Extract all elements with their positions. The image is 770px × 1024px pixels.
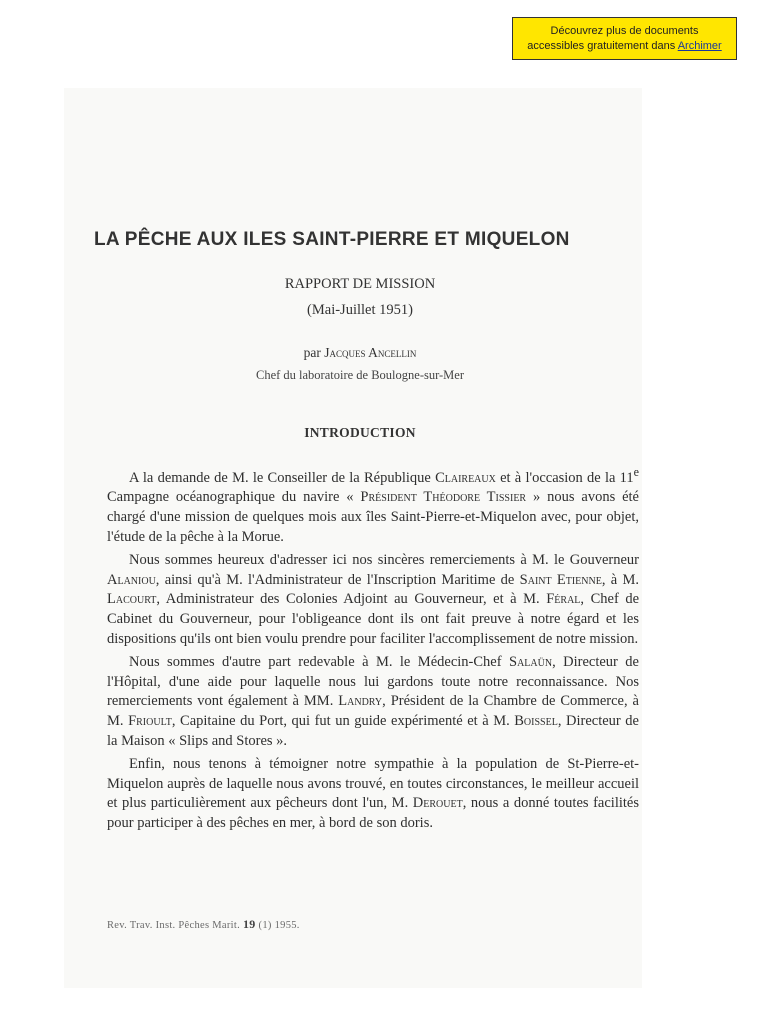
person-name: Lacourt bbox=[107, 591, 157, 608]
person-name: Claireaux bbox=[435, 469, 496, 486]
place-name: Saint Etienne bbox=[519, 571, 602, 588]
text-run: , ainsi qu'à M. l'Administrateur de l'Inscription Maritime de bbox=[155, 571, 520, 588]
text-run: , Administrateur des Colonies Adjoint au Gouverneur, et à M. bbox=[156, 591, 547, 608]
text-run: Nous sommes heureux d'adresser ici nos sincères remerciements à M. le Gouverneur bbox=[129, 552, 639, 569]
banner-line-2 bbox=[513, 39, 736, 54]
paragraph-1 bbox=[107, 463, 639, 547]
person-name: Landry bbox=[338, 693, 383, 710]
text-run: Enfin, nous tenons à témoigner notre sympathie à la population de St-Pierre-et-Miquelon auprès de laquelle nous avons trouvé, en toutes circonstances, le meilleur accueil et plus particulièrement aux pêcheurs dont l'un, M. bbox=[107, 756, 639, 812]
report-dates: (Mai-Juillet 1951) bbox=[307, 302, 413, 318]
archimer-banner bbox=[512, 17, 737, 60]
volume-number: 19 bbox=[242, 917, 256, 931]
journal-name: Rev. Trav. Inst. Pêches Marit. bbox=[107, 920, 241, 931]
ordinal-superscript: e bbox=[633, 465, 639, 479]
text-run: A la demande de M. le Conseiller de la République bbox=[129, 469, 436, 486]
text-run: , Directeur de l'Hôpital, d'une aide pour laquelle nous lui gardons toute notre reconnaissance. Nos remerciements vont également à MM. bbox=[107, 654, 639, 710]
text-run: , Capitaine du Port, qui fut un guide expérimenté et à M. bbox=[171, 712, 515, 729]
text-run: » nous avons été chargé d'une mission de quelques mois aux îles Saint-Pierre-et-Miquelon avec, pour objet, l'étude de la pêche à la Morue. bbox=[107, 489, 639, 545]
issue-year: (1) 1955. bbox=[258, 920, 300, 931]
person-name: Frioult bbox=[128, 712, 172, 729]
person-name: Derouet bbox=[412, 795, 463, 812]
person-name: Boissel bbox=[514, 712, 558, 729]
banner-prefix: accessibles gratuitement dans bbox=[527, 40, 678, 52]
text-run: , à M. bbox=[601, 571, 639, 588]
banner-line-1: Découvrez plus de documents bbox=[550, 25, 699, 37]
text-run: , Président de la Chambre de Commerce, à M. bbox=[107, 693, 639, 729]
person-name: Alaniou bbox=[107, 571, 156, 588]
text-run: Campagne océanographique du navire « bbox=[107, 489, 361, 506]
author-prefix: par bbox=[303, 345, 325, 360]
ship-name: Président Théodore Tissier bbox=[360, 489, 527, 506]
text-run: Nous sommes d'autre part redevable à M. le Médecin-Chef bbox=[129, 654, 509, 671]
person-name: Salaün bbox=[509, 654, 553, 671]
paragraph-4 bbox=[107, 755, 639, 833]
author-affiliation: Chef du laboratoire de Boulogne-sur-Mer bbox=[255, 368, 465, 382]
article-title: LA PÊCHE AUX ILES SAINT-PIERRE ET MIQUELON bbox=[94, 229, 570, 250]
text-run: , Directeur de la Maison « Slips and Stores ». bbox=[107, 712, 639, 749]
introduction-body bbox=[107, 463, 639, 834]
paragraph-2 bbox=[107, 551, 639, 649]
text-run: , nous a donné toutes facilités pour participer à des pêches en mer, à bord de son doris. bbox=[107, 795, 639, 831]
text-run: , Chef de Cabinet du Gouverneur, pour l'obligeance dont ils ont fait preuve à notre égard et les dispositions qu'ils ont bien voulu prendre pour faciliter l'accomplissement de notre mission. bbox=[107, 591, 640, 647]
citation-footer bbox=[107, 917, 300, 932]
archimer-link[interactable]: Archimer bbox=[677, 40, 722, 52]
author-name: Jacques Ancellin bbox=[324, 345, 417, 360]
author-line bbox=[0, 345, 720, 361]
section-heading-introduction: INTRODUCTION bbox=[304, 425, 416, 440]
text-run: et à l'occasion de la 11 bbox=[495, 469, 634, 486]
report-subtitle: RAPPORT DE MISSION bbox=[284, 276, 436, 292]
person-name: Féral bbox=[546, 591, 581, 608]
paragraph-3 bbox=[107, 653, 639, 751]
